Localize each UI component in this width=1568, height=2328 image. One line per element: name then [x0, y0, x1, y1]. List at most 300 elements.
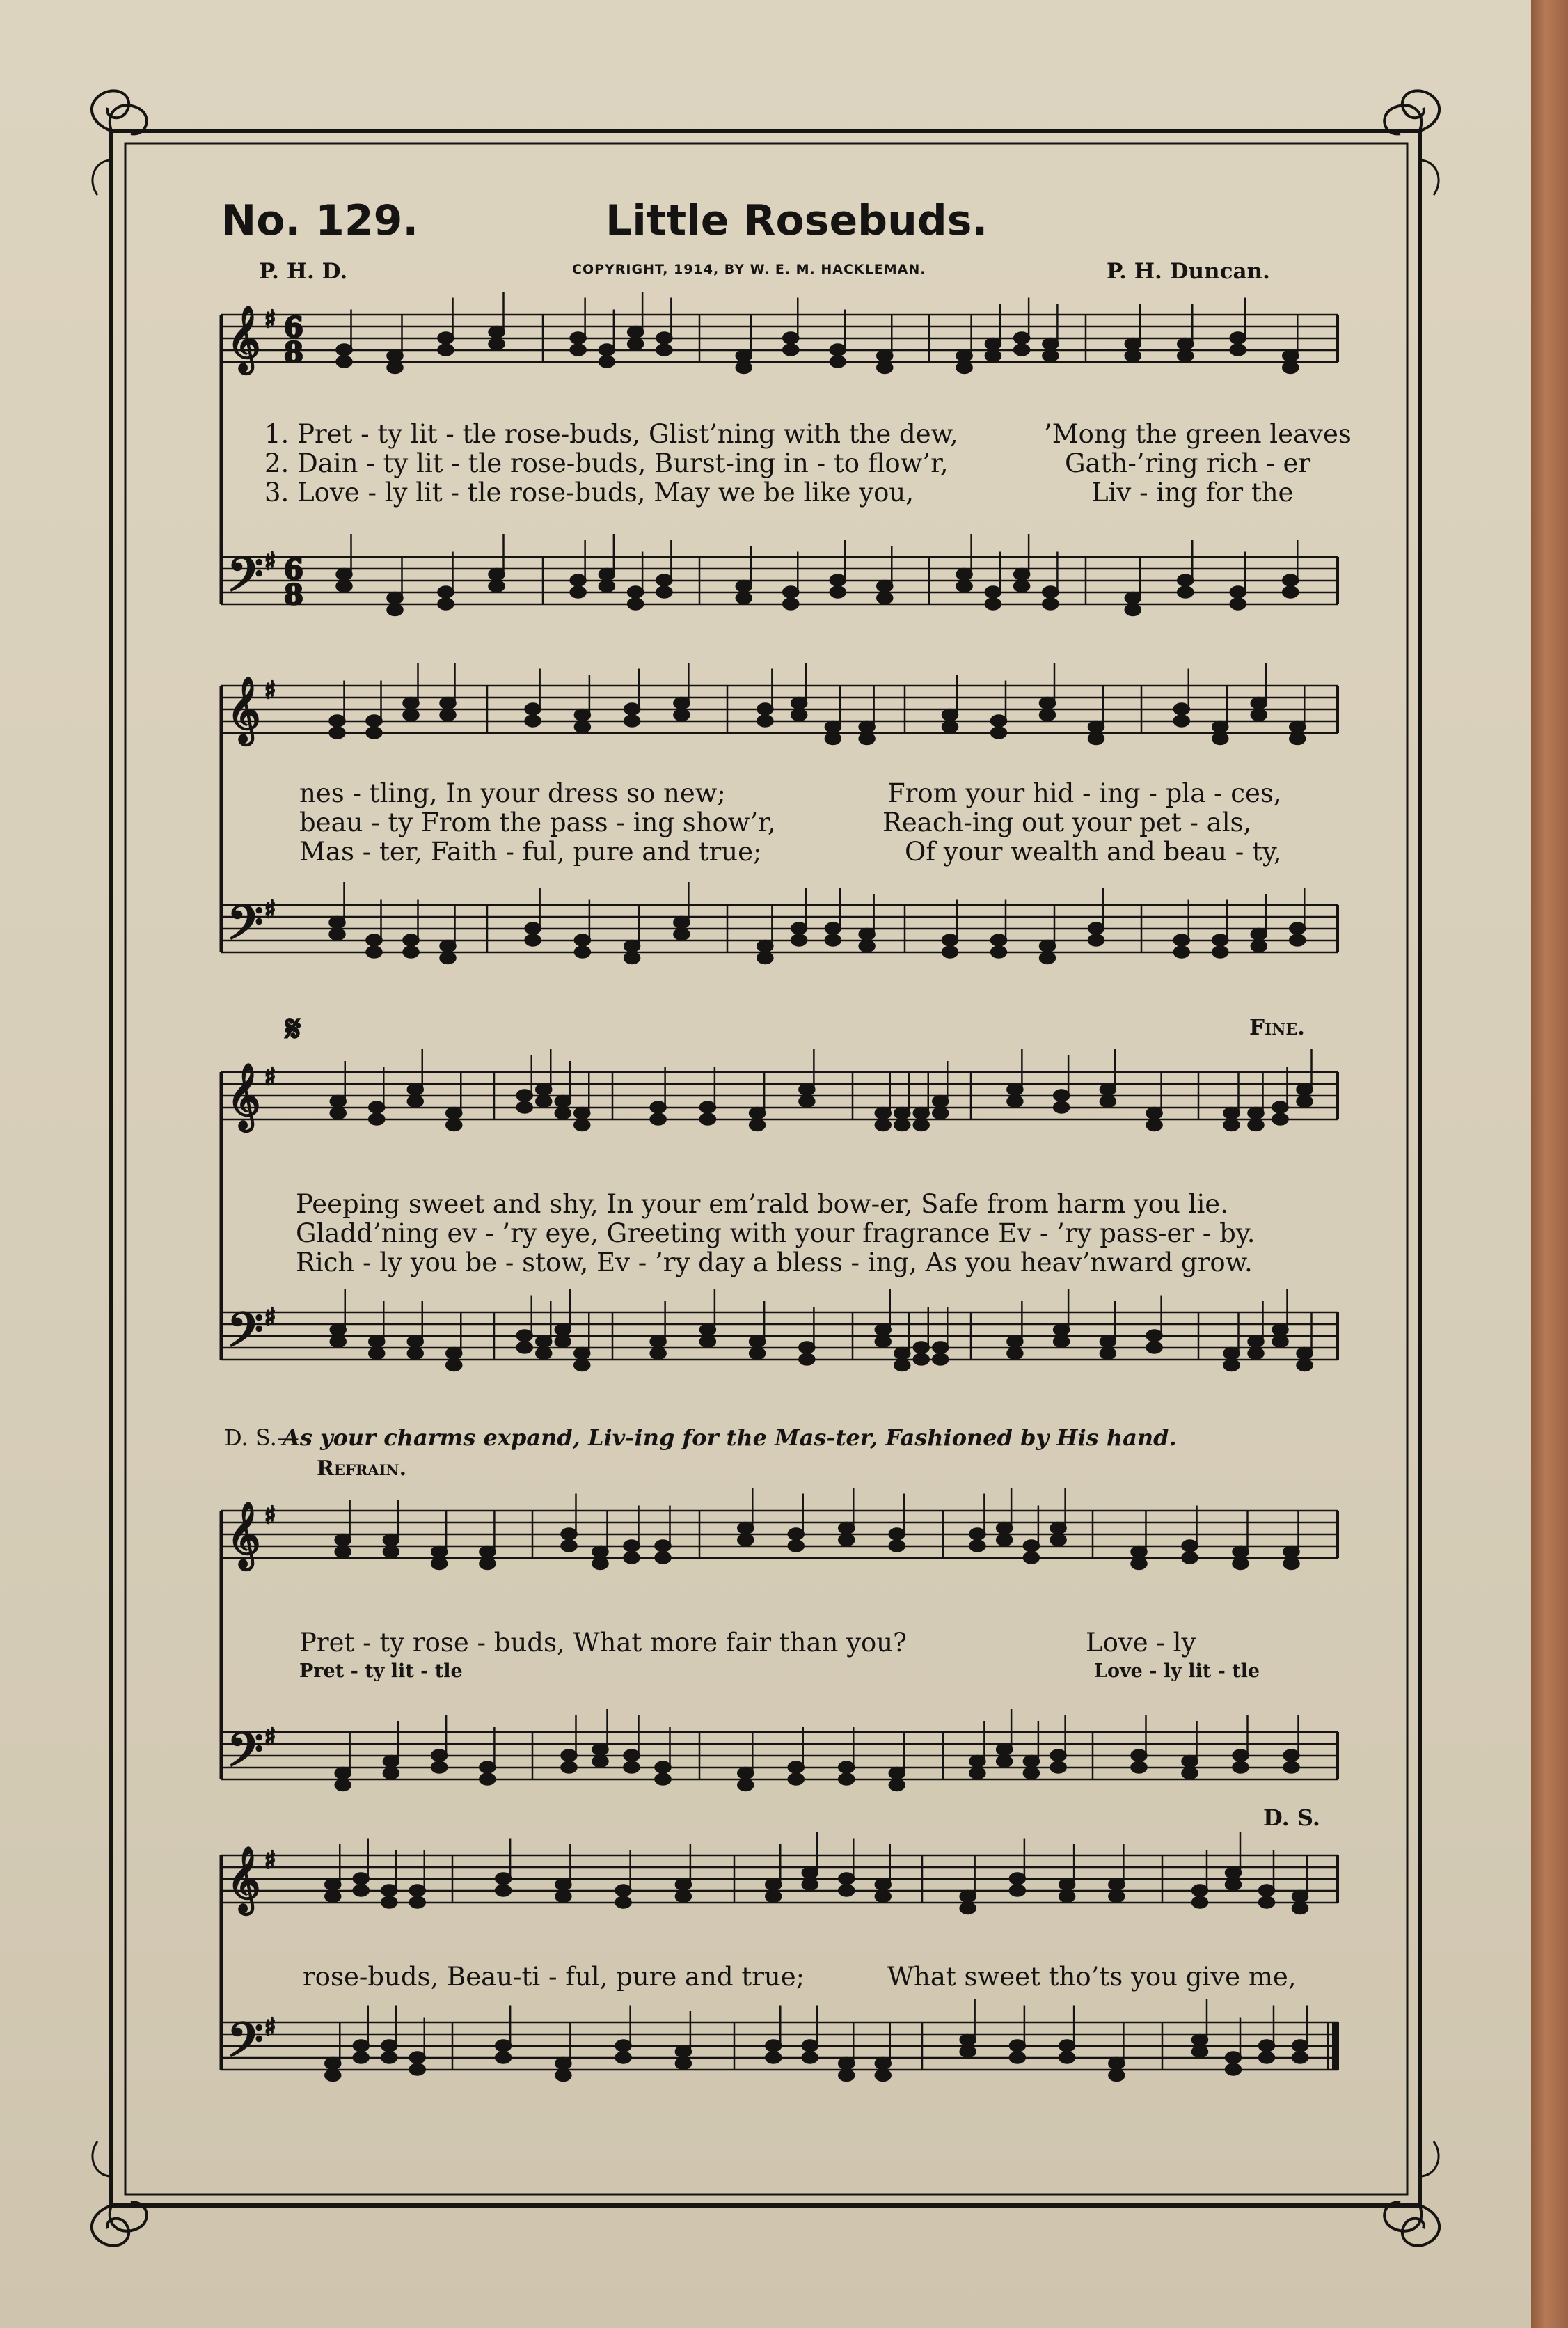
note-head	[997, 1744, 1012, 1755]
note-head	[656, 333, 672, 344]
note-head	[1284, 1762, 1299, 1773]
note-head	[757, 716, 773, 727]
note-head	[480, 1558, 495, 1569]
note-head	[404, 709, 419, 721]
note-head	[656, 1552, 671, 1564]
note-head	[789, 1541, 804, 1552]
note-head	[1182, 1768, 1198, 1779]
note-head	[1007, 1336, 1022, 1347]
note-head	[1147, 1108, 1162, 1119]
note-head	[1178, 587, 1193, 598]
note-head	[354, 2052, 369, 2063]
verse-line: 3. Love - ly lit - tle rose-buds, May we be like you,	[264, 478, 914, 508]
note-head	[1109, 1879, 1124, 1890]
note-head	[331, 1096, 346, 1107]
note-head	[1192, 1897, 1207, 1908]
note-head	[957, 569, 972, 580]
note-head	[1054, 1102, 1069, 1113]
note-head	[438, 333, 454, 344]
note-head	[593, 1546, 608, 1557]
note-head	[555, 2058, 571, 2069]
note-head	[330, 716, 345, 727]
verse-line-end: From your hid - ing - pla - ces,	[887, 778, 1282, 808]
note-head	[369, 1102, 384, 1113]
note-head	[1024, 1756, 1039, 1767]
note-head	[441, 709, 456, 721]
note-head	[1043, 338, 1058, 349]
note-head	[985, 338, 1001, 349]
note-head	[676, 2046, 691, 2057]
note-head	[593, 1756, 608, 1767]
note-head	[410, 2052, 425, 2063]
note-head	[1290, 935, 1305, 946]
note-head	[1100, 1336, 1116, 1347]
note-head	[889, 1768, 905, 1779]
note-head	[969, 1768, 985, 1779]
note-head	[1125, 350, 1141, 361]
note-head	[799, 1342, 814, 1353]
note-head	[789, 1529, 804, 1540]
note-head	[431, 1762, 447, 1773]
note-head	[1051, 1523, 1066, 1534]
note-head	[1224, 1348, 1240, 1359]
note-head	[575, 709, 590, 721]
copyright-notice: COPYRIGHT, 1914, BY W. E. M. HACKLEMAN.	[572, 262, 926, 277]
note-head	[1010, 2052, 1025, 2063]
sharp-icon: ♯	[264, 1723, 276, 1751]
note-head	[1054, 1324, 1069, 1335]
note-head	[656, 575, 672, 586]
bass-clef-icon: 𝄢	[227, 2013, 264, 2079]
note-head	[1249, 1336, 1264, 1347]
sharp-icon: ♯	[264, 2013, 276, 2041]
note-head	[839, 2070, 854, 2081]
note-head	[802, 1879, 818, 1890]
note-head	[571, 587, 586, 598]
note-head	[839, 1885, 854, 1896]
note-head	[1147, 1330, 1162, 1342]
note-head	[624, 1750, 640, 1761]
note-head	[674, 917, 689, 928]
note-head	[616, 2052, 631, 2063]
verse-line-end: ’Mong the green leaves	[1044, 419, 1352, 449]
note-head	[894, 1108, 910, 1119]
note-head	[839, 2058, 854, 2069]
note-head	[676, 1891, 691, 1902]
note-head	[839, 1534, 854, 1546]
note-head	[571, 575, 586, 586]
note-head	[877, 581, 892, 592]
note-head	[1192, 2046, 1207, 2057]
sharp-icon: ♯	[264, 1502, 276, 1529]
note-head	[408, 1336, 423, 1347]
note-head	[1174, 947, 1189, 958]
verse-line: 2. Dain - ty lit - tle rose-buds, Burst-ing in - to flow’r,	[264, 448, 949, 478]
note-head	[676, 2058, 691, 2069]
note-head	[894, 1348, 910, 1359]
note-head	[736, 362, 752, 373]
note-head	[593, 1744, 608, 1755]
note-head	[438, 345, 454, 356]
note-head	[575, 935, 590, 946]
note-head	[517, 1330, 532, 1342]
note-head	[860, 721, 875, 732]
note-head	[335, 1546, 351, 1557]
hymn-title: Little Rosebuds.	[605, 196, 988, 245]
note-head	[1054, 1336, 1069, 1347]
note-head	[825, 733, 841, 744]
note-head	[914, 1342, 929, 1353]
note-head	[325, 1879, 340, 1890]
note-head	[367, 716, 382, 727]
note-head	[1251, 709, 1267, 721]
note-head	[1100, 1348, 1116, 1359]
note-head	[525, 704, 541, 715]
note-head	[1224, 1119, 1240, 1131]
note-head	[1125, 338, 1141, 349]
note-head	[1178, 338, 1193, 349]
note-head	[410, 1897, 425, 1908]
note-head	[791, 698, 807, 709]
note-head	[574, 1348, 589, 1359]
note-head	[674, 929, 689, 940]
note-head	[404, 947, 419, 958]
note-head	[1297, 1096, 1313, 1107]
note-head	[1233, 1558, 1249, 1569]
note-head	[1273, 1102, 1288, 1113]
note-head	[1249, 1108, 1264, 1119]
note-head	[571, 333, 586, 344]
note-head	[489, 581, 505, 592]
note-head	[555, 1336, 571, 1347]
note-head	[700, 1324, 715, 1335]
note-head	[438, 587, 454, 598]
refrain-alto-line: Pret - ty lit - tle	[299, 1660, 463, 1682]
note-head	[1088, 935, 1104, 946]
note-head	[480, 1774, 495, 1785]
time-signature-top: 6	[284, 553, 303, 586]
note-head	[876, 1336, 891, 1347]
note-head	[1259, 2052, 1274, 2063]
note-head	[624, 941, 640, 952]
note-head	[766, 2052, 781, 2063]
note-head	[367, 947, 382, 958]
hymn-number: No. 129.	[221, 196, 419, 245]
note-head	[1230, 345, 1246, 356]
note-head	[960, 1903, 976, 1914]
note-head	[1292, 2040, 1308, 2052]
note-head	[446, 1348, 461, 1359]
note-head	[388, 592, 403, 604]
sharp-icon: ♯	[264, 1846, 276, 1874]
verse-line: 1. Pret - ty lit - tle rose-buds, Glist’ning with the dew,	[264, 419, 958, 449]
note-head	[738, 1779, 753, 1791]
note-head	[599, 345, 615, 356]
note-head	[991, 716, 1006, 727]
note-head	[562, 1529, 577, 1540]
note-head	[575, 721, 590, 732]
note-head	[991, 728, 1006, 739]
note-head	[331, 1108, 346, 1119]
note-head	[1192, 1885, 1207, 1896]
verse-line: Rich - ly you be - stow, Ev - ’ry day a bless - ing, As you heav’nward grow.	[296, 1248, 1253, 1277]
note-head	[1182, 1552, 1198, 1564]
note-head	[388, 362, 403, 373]
note-head	[489, 327, 505, 338]
note-head	[431, 1558, 447, 1569]
verse-line: Peeping sweet and shy, In your em’rald bow-er, Safe from harm you lie.	[296, 1189, 1228, 1219]
note-head	[616, 2040, 631, 2052]
note-head	[1010, 1873, 1025, 1885]
fine-marking: Fine.	[1249, 1015, 1305, 1040]
note-head	[1273, 1324, 1288, 1335]
note-head	[830, 587, 846, 598]
note-head	[628, 599, 643, 610]
refrain-line-end: Love - ly	[1086, 1628, 1196, 1658]
note-head	[408, 1096, 423, 1107]
note-head	[381, 1897, 397, 1908]
note-head	[985, 350, 1001, 361]
note-head	[651, 1114, 666, 1125]
note-head	[860, 941, 875, 952]
note-head	[1125, 604, 1141, 615]
time-signature-top: 6	[284, 311, 303, 344]
note-head	[1051, 1534, 1066, 1546]
note-head	[335, 1768, 351, 1779]
note-head	[1212, 947, 1228, 958]
note-head	[1147, 1119, 1162, 1131]
note-head	[1007, 1096, 1022, 1107]
note-head	[1051, 1762, 1066, 1773]
note-head	[889, 1529, 905, 1540]
note-head	[335, 1779, 351, 1791]
note-head	[337, 356, 352, 368]
note-head	[1249, 1348, 1264, 1359]
note-head	[1226, 1879, 1241, 1890]
note-head	[408, 1348, 423, 1359]
note-head	[839, 1762, 854, 1773]
time-signature-bottom: 8	[284, 336, 303, 369]
note-head	[404, 698, 419, 709]
note-head	[674, 709, 689, 721]
note-head	[1284, 1546, 1299, 1557]
lyricist-credit: P. H. D.	[259, 259, 348, 284]
note-head	[656, 587, 672, 598]
note-head	[985, 599, 1001, 610]
note-head	[1088, 733, 1104, 744]
segno-icon: 𝄋	[285, 1008, 301, 1050]
note-head	[1290, 733, 1305, 744]
note-head	[1224, 1360, 1240, 1371]
note-head	[757, 704, 773, 715]
note-head	[1174, 935, 1189, 946]
note-head	[750, 1348, 765, 1359]
note-head	[1040, 698, 1055, 709]
note-head	[555, 2070, 571, 2081]
note-head	[839, 1523, 854, 1534]
note-head	[383, 1546, 399, 1557]
note-head	[991, 947, 1006, 958]
note-head	[431, 1750, 447, 1761]
note-head	[933, 1342, 948, 1353]
note-head	[555, 1108, 571, 1119]
note-head	[1059, 2040, 1075, 2052]
note-head	[388, 604, 403, 615]
note-head	[1284, 1558, 1299, 1569]
note-head	[354, 1885, 369, 1896]
note-head	[593, 1558, 608, 1569]
refrain-line: Pret - ty rose - buds, What more fair than you?	[299, 1628, 907, 1658]
refrain-heading: Refrain.	[317, 1456, 407, 1481]
note-head	[991, 935, 1006, 946]
note-head	[960, 2046, 976, 2057]
note-head	[839, 1774, 854, 1785]
note-head	[791, 923, 807, 934]
note-head	[489, 569, 505, 580]
note-head	[1024, 1768, 1039, 1779]
note-head	[496, 1873, 511, 1885]
treble-clef-icon: 𝄞	[227, 1846, 261, 1912]
note-head	[1249, 1119, 1264, 1131]
note-head	[624, 716, 640, 727]
note-head	[700, 1114, 715, 1125]
note-head	[441, 698, 456, 709]
ornamental-border	[92, 91, 1439, 2245]
note-head	[381, 2040, 397, 2052]
note-head	[860, 929, 875, 940]
note-head	[757, 952, 773, 964]
note-head	[1233, 1750, 1249, 1761]
note-head	[969, 1541, 985, 1552]
verse-line: beau - ty From the pass - ing show’r,	[299, 808, 776, 837]
note-head	[700, 1102, 715, 1113]
note-head	[562, 1541, 577, 1552]
note-head	[1292, 2052, 1308, 2063]
note-head	[783, 587, 798, 598]
note-head	[438, 599, 454, 610]
note-head	[1226, 2064, 1241, 2075]
note-head	[1251, 698, 1267, 709]
note-head	[1273, 1336, 1288, 1347]
note-head	[960, 1891, 976, 1902]
note-head	[335, 1534, 351, 1546]
note-head	[446, 1119, 461, 1131]
note-head	[1283, 362, 1298, 373]
note-head	[757, 941, 773, 952]
note-head	[1132, 1762, 1147, 1773]
ds-end-marking: D. S.	[1263, 1804, 1320, 1831]
note-head	[628, 327, 643, 338]
note-head	[575, 947, 590, 958]
note-head	[562, 1750, 577, 1761]
note-head	[574, 1119, 589, 1131]
note-head	[1259, 1897, 1274, 1908]
note-head	[750, 1119, 765, 1131]
note-head	[1059, 1891, 1075, 1902]
note-head	[738, 1534, 753, 1546]
note-head	[791, 935, 807, 946]
note-head	[1178, 350, 1193, 361]
note-head	[783, 333, 798, 344]
note-head	[571, 345, 586, 356]
note-head	[1132, 1750, 1147, 1761]
note-head	[599, 569, 615, 580]
note-head	[1284, 1750, 1299, 1761]
note-head	[651, 1348, 666, 1359]
note-head	[1226, 1867, 1241, 1878]
note-head	[1174, 716, 1189, 727]
note-head	[1040, 952, 1055, 964]
note-head	[783, 599, 798, 610]
note-head	[616, 1897, 631, 1908]
note-head	[889, 1779, 905, 1791]
note-head	[933, 1096, 948, 1107]
note-head	[325, 2058, 340, 2069]
note-head	[1251, 941, 1267, 952]
note-head	[599, 581, 615, 592]
note-head	[536, 1348, 551, 1359]
note-head	[441, 952, 456, 964]
note-head	[876, 1324, 891, 1335]
note-head	[599, 356, 615, 368]
note-head	[1290, 923, 1305, 934]
note-head	[957, 350, 972, 361]
note-head	[1259, 2040, 1274, 2052]
refrain-line-end: What sweet tho’ts you give me,	[887, 1962, 1297, 1992]
note-head	[574, 1360, 589, 1371]
note-head	[1283, 587, 1298, 598]
note-head	[830, 345, 846, 356]
note-head	[799, 1084, 814, 1095]
note-head	[985, 587, 1001, 598]
note-head	[1251, 929, 1267, 940]
note-head	[877, 592, 892, 604]
note-head	[1226, 2052, 1241, 2063]
note-head	[574, 1108, 589, 1119]
note-head	[942, 721, 958, 732]
note-head	[1297, 1348, 1313, 1359]
note-head	[624, 1762, 640, 1773]
note-head	[331, 1336, 346, 1347]
note-head	[825, 923, 841, 934]
note-head	[1292, 1903, 1308, 1914]
note-head	[410, 1885, 425, 1896]
sharp-icon: ♯	[264, 1303, 276, 1331]
refrain-alto-line-end: Love - ly lit - tle	[1094, 1660, 1260, 1682]
note-head	[1043, 350, 1058, 361]
note-head	[628, 587, 643, 598]
verse-line: nes - tling, In your dress so new;	[299, 778, 726, 808]
note-head	[624, 1541, 640, 1552]
note-head	[325, 1891, 340, 1902]
note-head	[839, 1873, 854, 1885]
note-head	[736, 350, 752, 361]
note-head	[616, 1885, 631, 1896]
note-head	[1132, 1558, 1147, 1569]
note-head	[369, 1348, 384, 1359]
note-head	[1192, 2034, 1207, 2045]
note-head	[480, 1762, 495, 1773]
treble-clef-icon: 𝄞	[227, 1063, 261, 1129]
note-head	[860, 733, 875, 744]
note-head	[1224, 1108, 1240, 1119]
note-head	[555, 1891, 571, 1902]
note-head	[1174, 704, 1189, 715]
note-head	[1014, 345, 1029, 356]
note-head	[1230, 599, 1246, 610]
note-head	[388, 350, 403, 361]
note-head	[876, 1891, 891, 1902]
